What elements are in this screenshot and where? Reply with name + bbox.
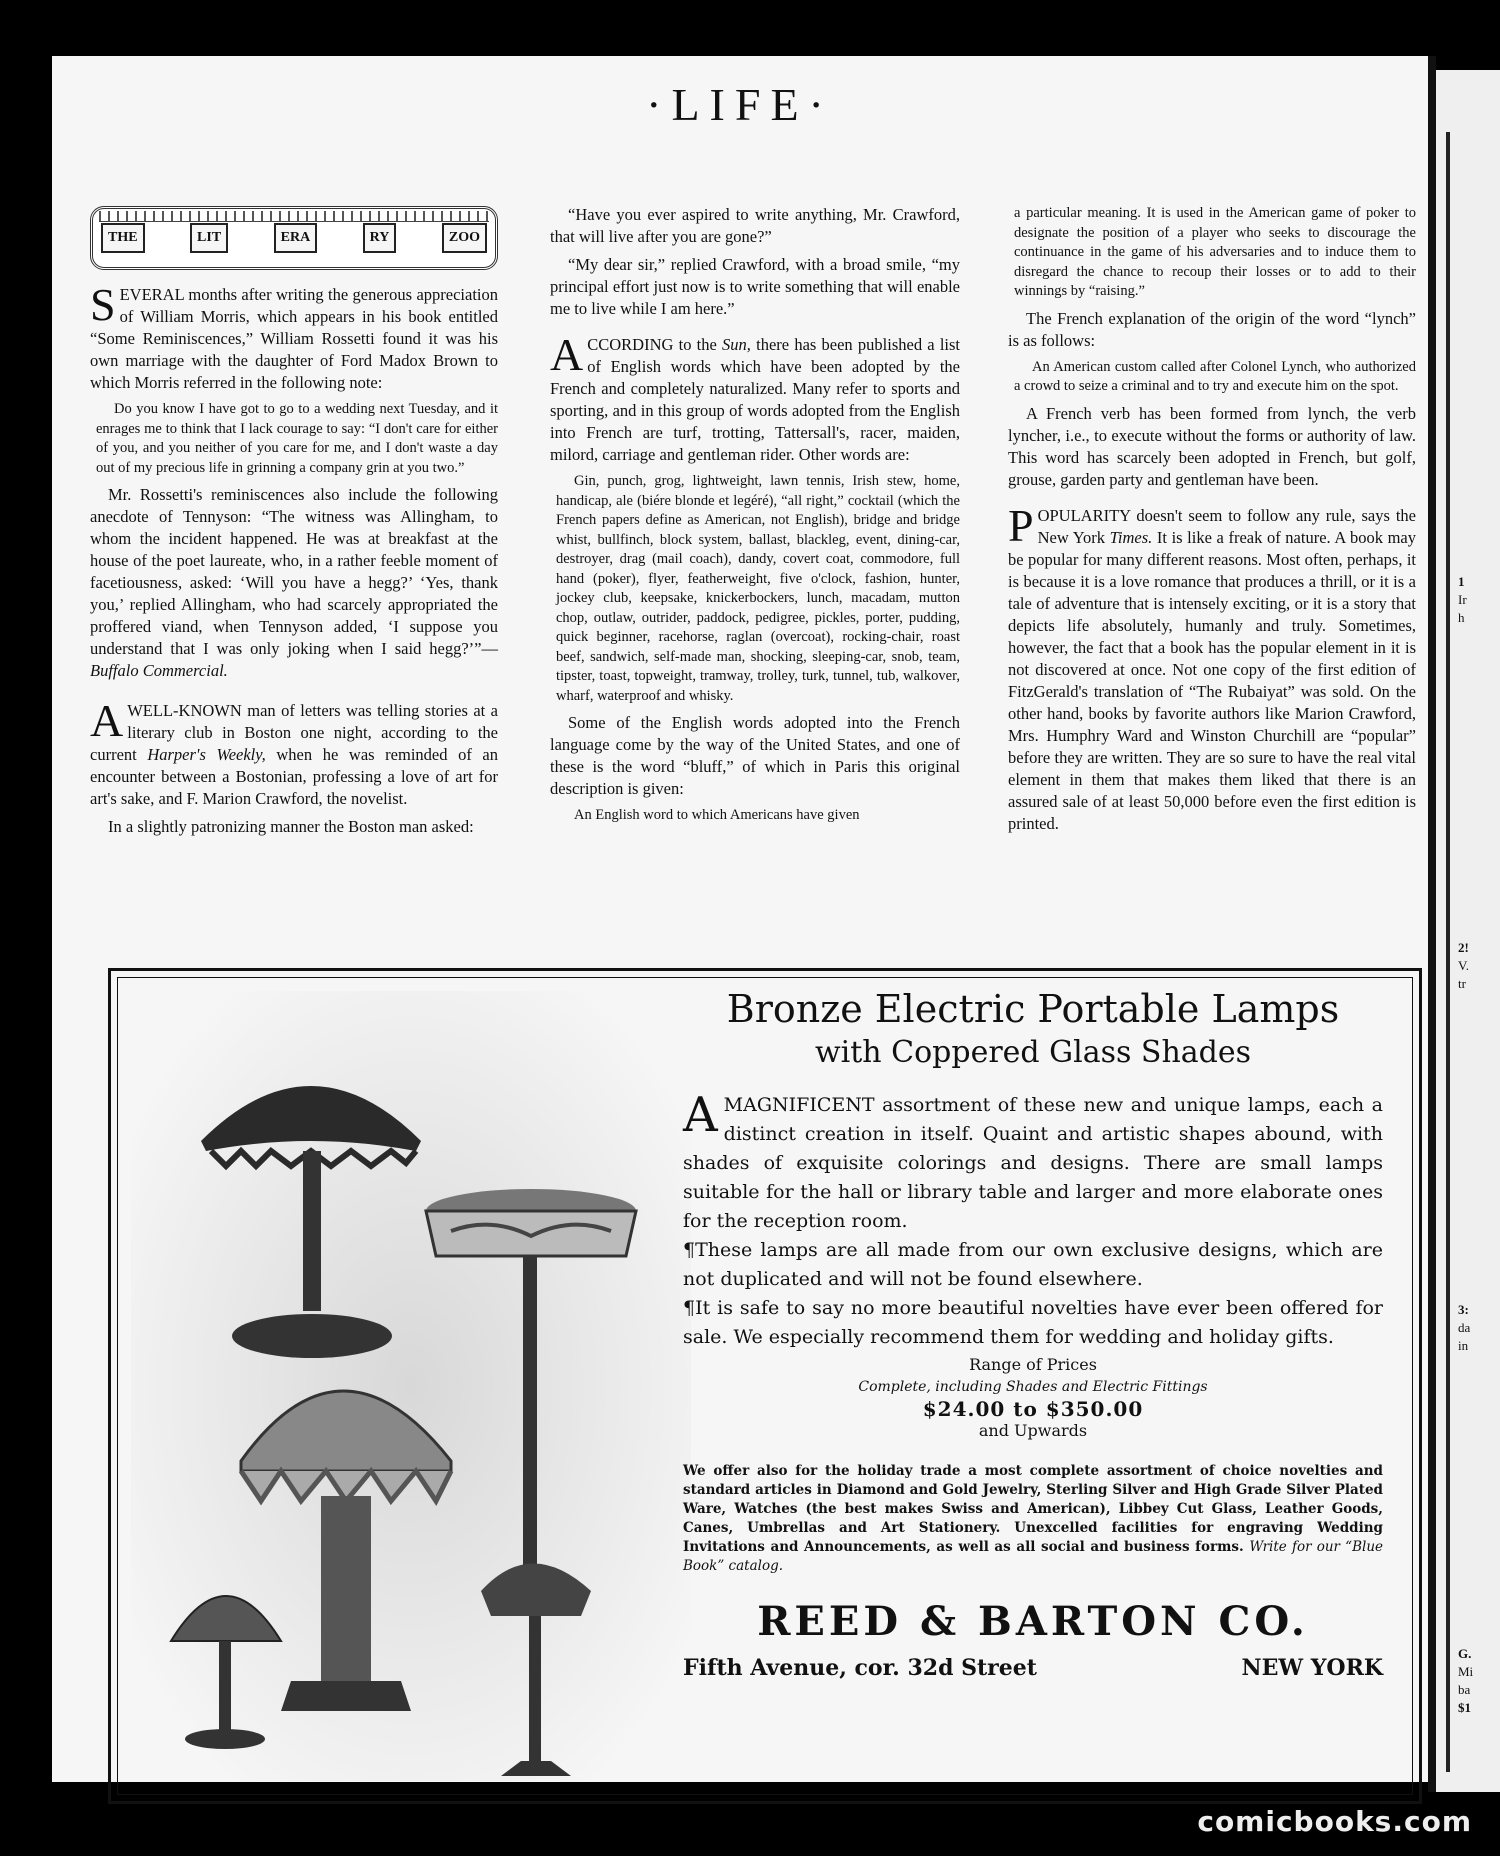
article-paragraph: ACCORDING to the Sun, there has been published a list of English words which have been adopted by the French and completely naturalized. Many refer to sports and sporting, and in this group of words adopted from the English into French are turf, trotting, Tattersall's, racer, maiden, milord, carriage and gentleman rider. Other words are: bbox=[550, 329, 960, 464]
edge-fragment: 3: bbox=[1458, 1302, 1469, 1317]
edge-fragment: Mi bbox=[1458, 1664, 1474, 1679]
ad-paragraph: A MAGNIFICENT assortment of these new and unique lamps, each a distinct creation in itself. Quaint and artistic shapes abound, with shades of exquisite colorings and designs. There are small lamps suitable for the hall or library table and larger and more elaborate ones for the reception room. bbox=[683, 1087, 1383, 1232]
article-paragraph: POPULARITY doesn't seem to follow any rule, says the New York Times. It is like a freak of nature. A book may be popular for many different reasons. Most often, perhaps, it is because it is a love romance that produces a thrill, or it is a tale of adventure that is intensely exciting, or it is a story that depicts life absolutely, humanly and truly. Sometimes, however, the fact that a book has the popular element in it is not discovered at once. Not one copy of the first edition of FitzGerald's translation of “The Rubaiyat” was sold. On the other hand, books by favorite authors like Marion Crawford, Mrs. Humphry Ward and Winston Churchill are “popular” before they are written. They are so sure to have the real vital element in them that makes them liked that there is an assured sale of at least 50,000 before even the first edition is printed. bbox=[1008, 499, 1416, 833]
edge-fragment: 2! bbox=[1458, 940, 1469, 955]
drop-cap: A bbox=[683, 1087, 718, 1143]
edge-fragment: h bbox=[1458, 610, 1465, 625]
edge-fragment: G. bbox=[1458, 1646, 1472, 1661]
zoo-word: ZOO bbox=[442, 223, 487, 253]
site-watermark: comicbooks.com bbox=[1197, 1805, 1472, 1838]
quoted-description: An American custom called after Colonel Lynch, who authorized a crowd to seize a criminal and to try and execute him on the spot. bbox=[1014, 358, 1416, 394]
price-text: $24.00 to $350.00 bbox=[922, 1397, 1144, 1421]
lamps-illustration bbox=[131, 991, 691, 1781]
drop-cap: S bbox=[90, 279, 116, 330]
source-credit: Buffalo Commercial. bbox=[90, 661, 228, 680]
price-range bbox=[683, 1354, 1383, 1442]
street-address: Fifth Avenue, cor. 32d Street bbox=[683, 1655, 1037, 1681]
drop-cap: A bbox=[90, 695, 124, 746]
ad-paragraph: ¶It is safe to say no more beautiful novelties have ever been offered for sale. We especially recommend them for wedding and holiday gifts. bbox=[683, 1297, 1383, 1348]
article-paragraph: SEVERAL months after writing the generous appreciation of William Morris, which appears in his book entitled “Some Reminiscences,” William Rossetti found it was his own marriage with the daughter of Ford Madox Brown to which Morris referred in the following note: bbox=[90, 279, 498, 392]
edge-fragment: tr bbox=[1458, 976, 1466, 991]
edge-fragment: da bbox=[1458, 1320, 1471, 1335]
ad-paragraph: ¶These lamps are all made from our own exclusive designs, which are not duplicated and will not be found elsewhere. bbox=[683, 1239, 1383, 1290]
drop-cap: P bbox=[1008, 499, 1034, 551]
quoted-description: a particular meaning. It is used in the American game of poker to designate the position of a player who seeks to discourage the continuance in the game of his adversaries and to induce them to disregard the chance to recoup their losses or to add to their winnings by “raising.” bbox=[1014, 205, 1416, 299]
ad-subheadline: with Coppered Glass Shades bbox=[814, 1035, 1252, 1070]
article-paragraph: Mr. Rossetti's reminiscences also include the following anecdote of Tennyson: “The witness was Allingham, to whom the incident happened. He was at breakfast at the house of the poet laureate, who, in a rather feeble moment of facetiousness, asked: ‘Will you have a hegg?’ ‘Yes, thank you,’ replied Allingham, who had scarcely appropriated the proffered viand, when Tennyson added, ‘I suppose you understand that I was only joking when I said hegg?’”—Buffalo Commercial. bbox=[90, 485, 498, 680]
quoted-note: Do you know I have got to go to a wedding next Tuesday, and it enrages me to think that I lack courage to say: “I don't care for either of you, and you neither of you care for me, and I don't waste a day out of my precious life in grinning a company grin at you two.” bbox=[96, 401, 498, 476]
column-3 bbox=[1008, 204, 1416, 841]
fence-decoration bbox=[99, 211, 489, 222]
ad-body bbox=[683, 1087, 1383, 1352]
edge-fragment: $1 bbox=[1458, 1700, 1471, 1715]
fine-print: We offer also for the holiday trade a most complete assortment of choice novelties and standard articles in Diamond and Gold Jewelry, Sterling Silver and High Grade Silver Plated Ware, Watches (the best makes Swiss and American), Libbey Cut Glass, Leather Goods, Canes, Umbrellas and Art Stationery. Unexcelled facilities for engraving Wedding Invitations and Announcements, as well as all social and business forms. Write for our “Blue Book” catalog. bbox=[683, 1463, 1384, 1574]
zoo-word: ERA bbox=[274, 223, 318, 253]
range-note: Complete, including Shades and Electric Fittings bbox=[858, 1379, 1208, 1395]
article-paragraph: Some of the English words adopted into the French language come by the way of the United States, and one of these is the word “bluff,” of which in Paris this original description is given: bbox=[550, 713, 960, 798]
page-spine bbox=[1428, 56, 1436, 1792]
article-paragraph: A French verb has been formed from lynch, the verb lyncher, i.e., to execute without the forms or authority of law. This word has scarcely been adopted in French, but golf, grouse, garden party and gentleman have been. bbox=[1008, 403, 1416, 489]
range-title: Range of Prices bbox=[969, 1355, 1097, 1374]
catalog-offer: Write for our “Blue Book” catalog. bbox=[683, 1539, 1384, 1574]
edge-fragment: ba bbox=[1458, 1682, 1471, 1697]
ad-headline: Bronze Electric Portable Lamps bbox=[726, 987, 1340, 1031]
article-paragraph: A WELL-KNOWN man of letters was telling stories at a literary club in Boston one night, according to the current Harper's Weekly, when he was reminded of an encounter between a Bostonian, professing a love of art for art's sake, and F. Marion Crawford, the novelist. bbox=[90, 695, 498, 808]
literary-zoo-header bbox=[90, 206, 498, 270]
zoo-word: RY bbox=[363, 223, 397, 253]
article-paragraph: “My dear sir,” replied Crawford, with a broad smile, “my principal effort just now is to write something that will enable me to live while I am here.” bbox=[550, 255, 960, 318]
edge-fragment: 1 bbox=[1458, 574, 1465, 589]
edge-fragment: Ir bbox=[1458, 592, 1467, 607]
edge-fragment: in bbox=[1458, 1338, 1469, 1353]
magazine-page bbox=[52, 56, 1428, 1782]
upwards-text: and Upwards bbox=[978, 1421, 1088, 1440]
lamp-advertisement bbox=[108, 968, 1422, 1804]
quoted-description: An English word to which Americans have given bbox=[574, 807, 860, 823]
city-name: NEW YORK bbox=[1241, 1655, 1383, 1681]
adjacent-page-edge bbox=[1436, 70, 1500, 1792]
edge-fragment: V. bbox=[1458, 958, 1469, 973]
column-2 bbox=[550, 204, 960, 832]
ad-copy bbox=[683, 985, 1383, 1681]
company-address bbox=[683, 1655, 1383, 1681]
word-list: Gin, punch, grog, lightweight, lawn tennis, Irish stew, home, handicap, ale (biére blonde et legéré), “all right,” cocktail (which the French papers define as American, not English), bridge and bridge whist, bullfinch, block system, ballast, blackleg, event, dining-car, destroyer, drag (mail coach), dandy, covert coat, commodore, full hand (poker), flyer, featherweight, five o'clock, fashion, hunter, jockey club, keepsake, knickerbockers, lunch, macadam, mutton chop, outlaw, outrider, paddock, pedigree, pickles, porter, pudding, quick beginner, racehorse, raglan (overcoat), rocking-chair, roast beef, sandwich, self-made man, shocking, sleeping-car, snob, team, tipster, toast, topweight, tramway, trolley, turk, tunnel, tub, walkover, wharf, waterproof and whisky. bbox=[556, 473, 960, 704]
article-paragraph: “Have you ever aspired to write anything, Mr. Crawford, that will live after you are gone?” bbox=[550, 205, 960, 246]
masthead-title: ·LIFE· bbox=[646, 79, 834, 130]
zoo-word: THE bbox=[101, 223, 145, 253]
article-paragraph: In a slightly patronizing manner the Boston man asked: bbox=[108, 817, 474, 836]
drop-cap: A bbox=[550, 329, 584, 380]
column-1 bbox=[90, 206, 498, 844]
article-paragraph: The French explanation of the origin of the word “lynch” is as follows: bbox=[1008, 308, 1416, 350]
company-name: REED & BARTON CO. bbox=[757, 1598, 1309, 1645]
edge-rule bbox=[1446, 132, 1450, 1772]
zoo-word: LIT bbox=[190, 223, 228, 253]
